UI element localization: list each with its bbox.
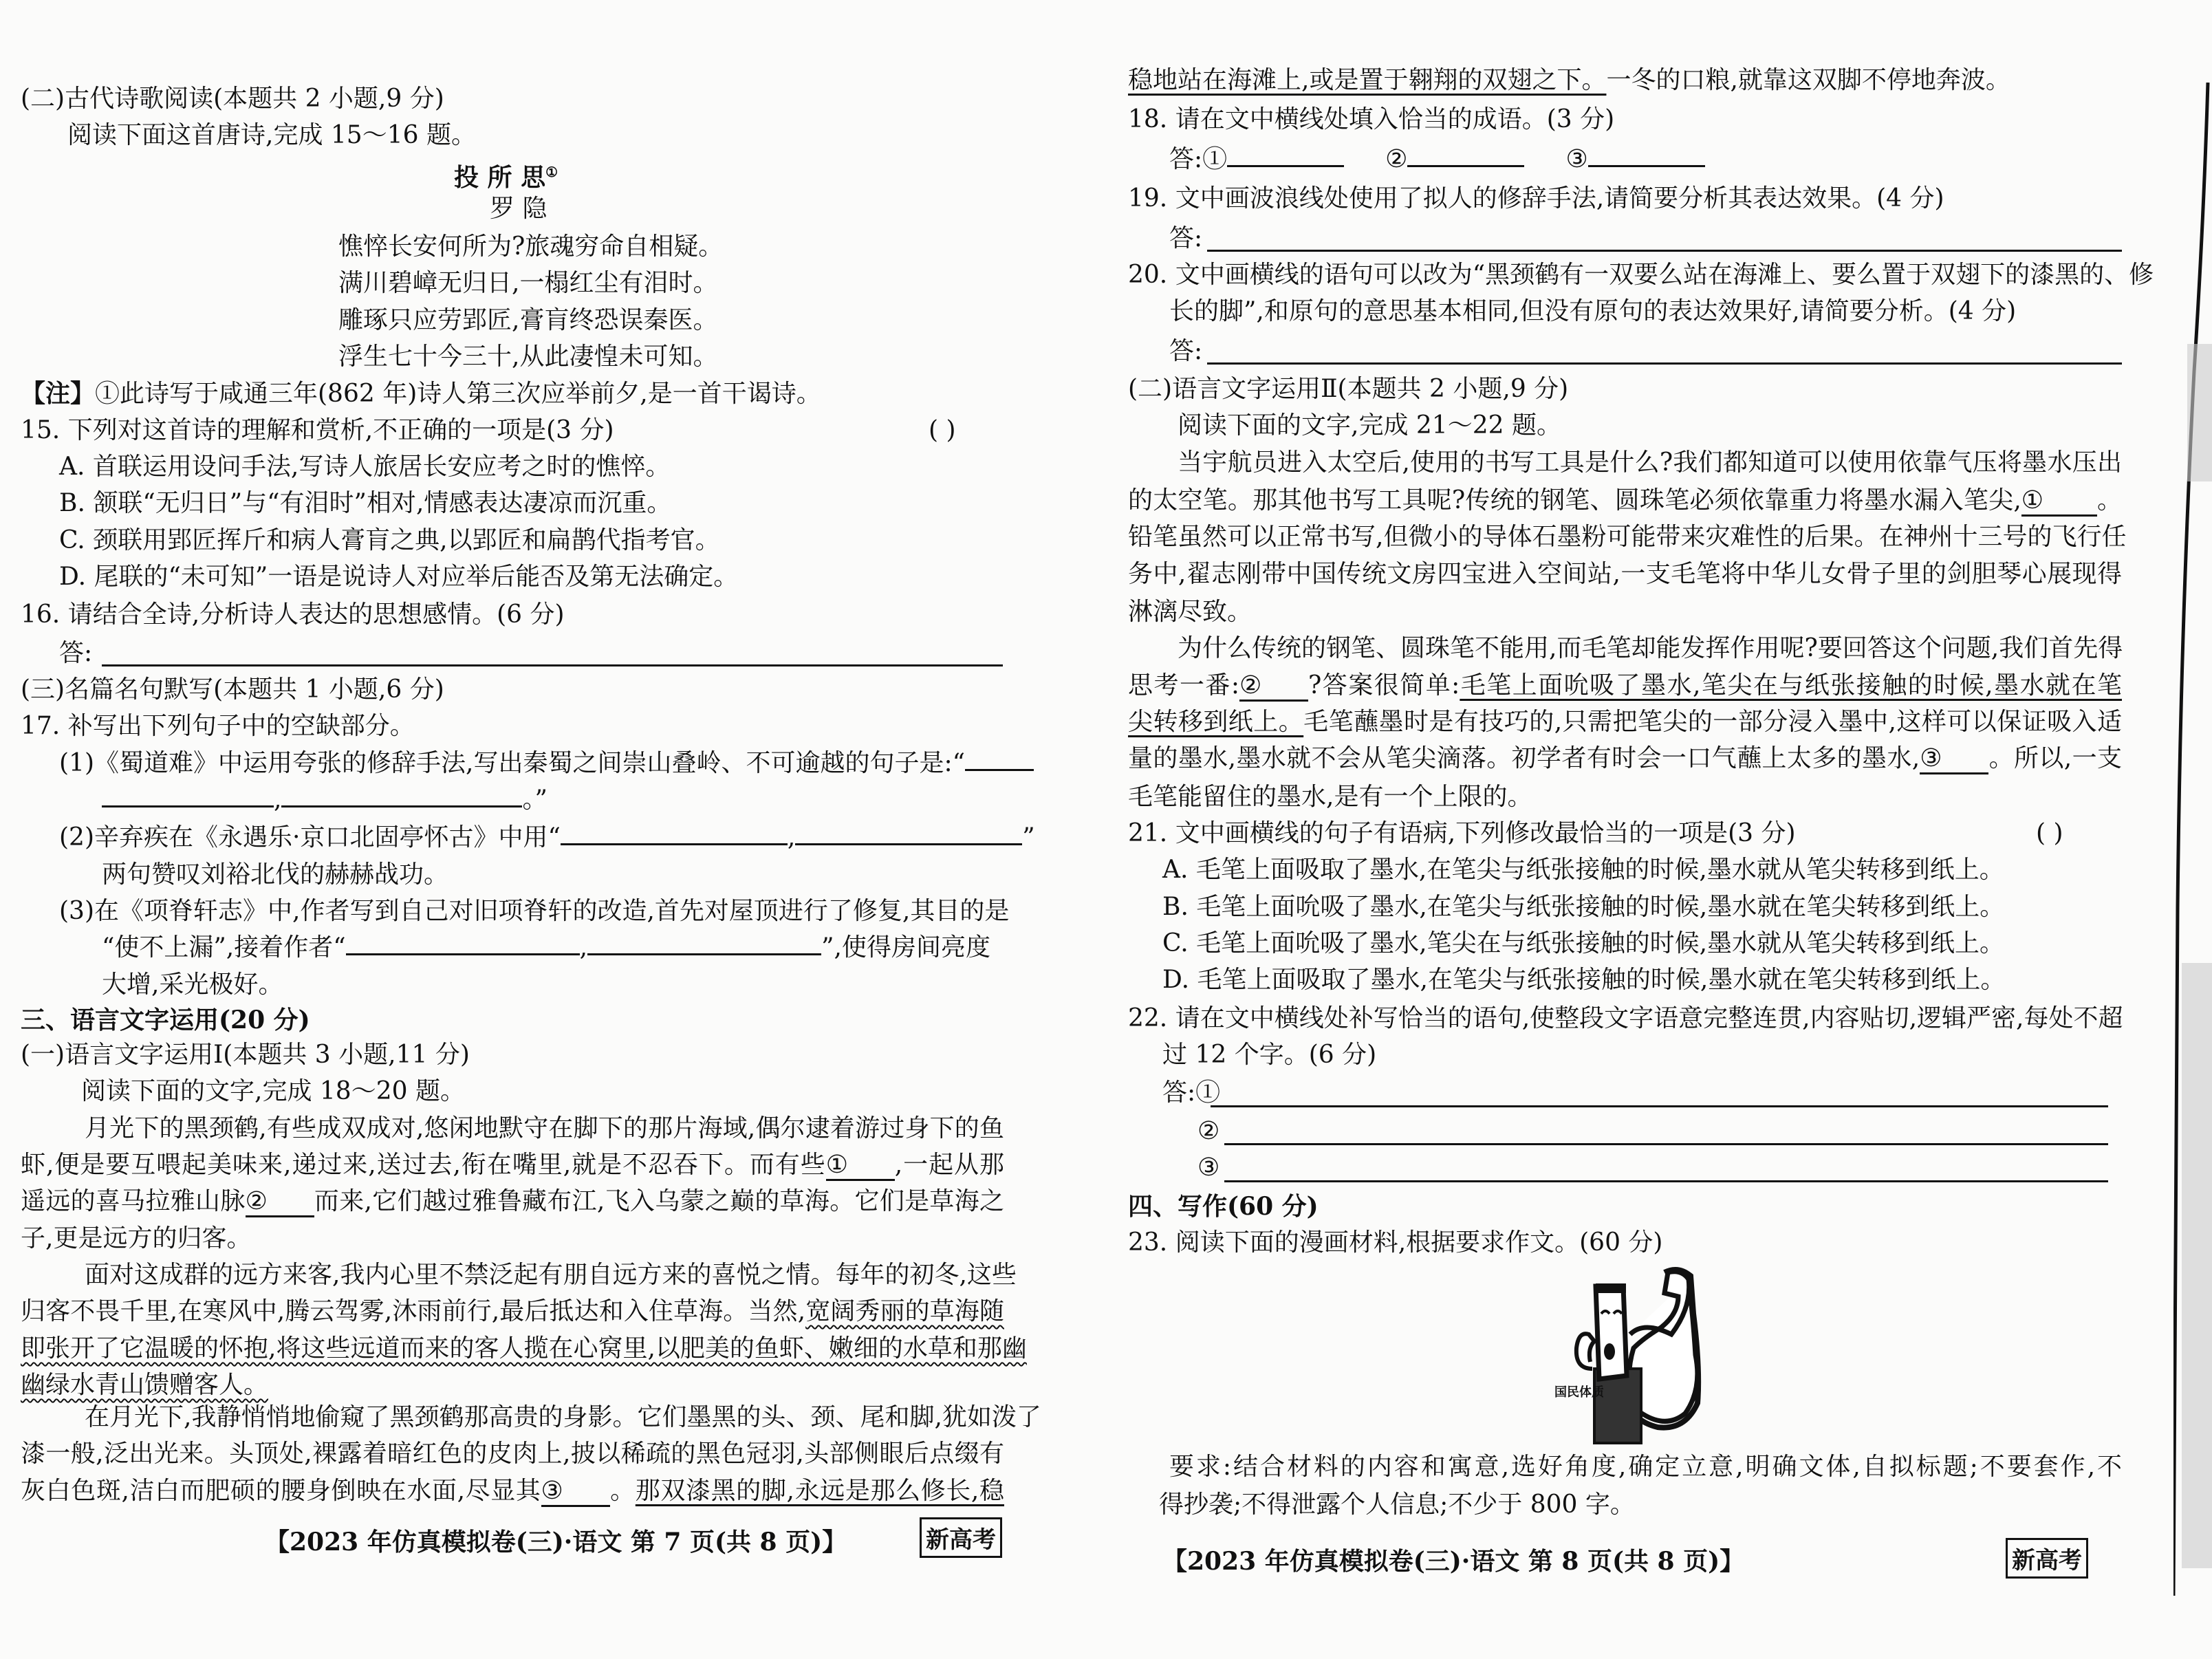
part-title: 四、写作(60 分): [1128, 1192, 1319, 1221]
poem-author: 罗 隐: [490, 195, 547, 223]
answer-line-3[interactable]: [1224, 1180, 2108, 1182]
fill-blank-2[interactable]: ②: [1239, 672, 1308, 702]
passage-line: 遥远的喜马拉雅山脉② 而来,它们越过雅鲁藏布江,飞入乌蒙之巅的草海。它们是草海之: [21, 1185, 1004, 1218]
binding-edge: [2173, 83, 2212, 1596]
underlined-text: 稳地站在海滩上,或是置于翱翔的双翅之下。: [1128, 66, 1607, 94]
answer-line[interactable]: [102, 664, 1003, 666]
question-17: 17. 补写出下列句子中的空缺部分。: [21, 712, 415, 740]
question-22: 22. 请在文中横线处补写恰当的语句,使整段文字语意完整连贯,内容贴切,逻辑严密,每处不超: [1128, 1004, 2123, 1032]
passage-line: 稳地站在海滩上,或是置于翱翔的双翅之下。一冬的口粮,就靠这双脚不停地奔波。: [1128, 66, 2010, 94]
option-a: A. 首联运用设问手法,写诗人旅居长安应考之时的憔悴。: [59, 453, 671, 481]
passage-line: 子,更是远方的归客。: [21, 1224, 252, 1253]
instruction: 阅读下面的文字,完成 18～20 题。: [81, 1077, 465, 1105]
passage-line: 当宇航员进入太空后,使用的书写工具是什么?我们都知道可以使用依靠气压将墨水压出: [1178, 448, 2122, 477]
question-18: 18. 请在文中横线处填入恰当的成语。(3 分): [1128, 105, 1615, 133]
question-15: 15. 下列对这首诗的理解和赏析,不正确的一项是(3 分): [21, 416, 614, 444]
passage-line: 的太空笔。那其他书写工具呢?传统的钢笔、圆珠笔必须依靠重力将墨水漏入笔尖,① 。: [1128, 484, 2122, 517]
passage-line: 思考一番:② ?答案很简单:毛笔上面吮吸了墨水,笔尖在与纸张接触的时候,墨水就在笔: [1128, 669, 2122, 702]
poem-title: 投 所 思①: [454, 163, 559, 192]
underlined-text: 那双漆黑的脚,永远是那么修长,稳: [635, 1477, 1004, 1505]
question-22-cont: 过 12 个字。(6 分): [1162, 1041, 1377, 1069]
fill-blank[interactable]: [965, 769, 1034, 771]
passage-line: 面对这成群的远方来客,我内心里不禁泛起有朋自远方来的喜悦之情。每年的初冬,这些: [85, 1261, 1017, 1289]
option-a: A. 毛笔上面吸取了墨水,在笔尖与纸张接触的时候,墨水就从笔尖转移到纸上。: [1162, 856, 2004, 884]
passage-line: 毛笔能留住的墨水,是有一个上限的。: [1128, 783, 1532, 811]
exam-stamp: 新高考: [2006, 1538, 2088, 1579]
answer-label: 答:: [1169, 337, 1203, 365]
writing-requirements-cont: 得抄袭;不得泄露个人信息;不少于 800 字。: [1159, 1490, 1635, 1519]
question-21: 21. 文中画横线的句子有语病,下列修改最恰当的一项是(3 分): [1128, 819, 1796, 847]
poem-line: 满川碧嶂无归日,一榻红尘有泪时。: [338, 269, 718, 297]
exam-stamp: 新高考: [920, 1517, 1002, 1558]
page-footer: 【2023 年仿真模拟卷(三)·语文 第 7 页(共 8 页)】: [265, 1528, 847, 1557]
answer-label: 答:: [59, 639, 93, 667]
answer-line[interactable]: [1207, 250, 2122, 252]
q17-item-2-end: 两句赞叹刘裕北伐的赫赫战功。: [102, 860, 449, 889]
passage-line: 尖转移到纸上。毛笔蘸墨时是有技巧的,只需把笔尖的一部分浸入墨中,这样可以保证吸入适: [1128, 708, 2122, 736]
part-title: 三、语言文字运用(20 分): [21, 1006, 310, 1034]
option-c: C. 颈联用郢匠挥斤和病人膏肓之典,以郢匠和扁鹊代指考官。: [59, 526, 720, 554]
fill-blank-2[interactable]: ②: [246, 1188, 314, 1217]
option-d: D. 尾联的“未可知”一语是说诗人对应举后能否及第无法确定。: [59, 563, 739, 591]
answer-bracket[interactable]: ( ): [929, 416, 956, 444]
passage-line: 量的墨水,墨水就不会从笔尖滴落。初学者有时会一口气蘸上太多的墨水,③ 。所以,一支: [1128, 742, 2122, 775]
instruction: 阅读下面这首唐诗,完成 15～16 题。: [67, 121, 476, 149]
passage-line: 铅笔虽然可以正常书写,但微小的导体石墨粉可能带来灾难性的后果。在神州十三号的飞行任: [1128, 523, 2127, 551]
answer-line-2[interactable]: [1224, 1143, 2108, 1145]
cartoon-label: 国民体质: [1554, 1385, 1604, 1400]
section-title: (二)古代诗歌阅读(本题共 2 小题,9 分): [21, 85, 444, 113]
passage-line: 务中,翟志刚带中国传统文房四宝进入空间站,一支毛笔将中华儿女骨子里的剑胆琴心展现得: [1128, 560, 2122, 588]
question-19: 19. 文中画波浪线处使用了拟人的修辞手法,请简要分析其表达效果。(4 分): [1128, 184, 1944, 213]
fill-blank[interactable]: [1407, 165, 1524, 167]
fill-blank[interactable]: [346, 953, 580, 955]
q17-item-3: (3)在《项脊轩志》中,作者写到自己对旧项脊轩的改造,首先对屋顶进行了修复,其目的是: [59, 897, 1010, 925]
q17-item-3-end: 大增,采光极好。: [102, 971, 283, 999]
question-16: 16. 请结合全诗,分析诗人表达的思想感情。(6 分): [21, 600, 565, 629]
fill-blank-3[interactable]: ③: [1920, 745, 1988, 774]
option-b: B. 颔联“无归日”与“有泪时”相对,情感表达凄凉而沉重。: [59, 489, 672, 517]
question-23: 23. 阅读下面的漫画材料,根据要求作文。(60 分): [1128, 1228, 1663, 1257]
page-footer: 【2023 年仿真模拟卷(三)·语文 第 8 页(共 8 页)】: [1162, 1547, 1745, 1576]
question-20-cont: 长的脚”,和原句的意思基本相同,但没有原句的表达效果好,请简要分析。(4 分): [1169, 297, 2017, 325]
instruction: 阅读下面的文字,完成 21～22 题。: [1178, 411, 1561, 440]
section-title: (一)语言文字运用Ⅰ(本题共 3 小题,11 分): [21, 1041, 470, 1069]
section-title: (二)语言文字运用Ⅱ(本题共 2 小题,9 分): [1128, 375, 1569, 403]
q17-item-3-blanks: “使不上漏”,接着作者“ , ”,使得房间亮度: [102, 933, 990, 962]
wavy-underlined-text: 即张开了它温暖的怀抱,将这些远道而来的客人揽在心窝里,以肥美的鱼虾、嫩细的水草和那幽: [21, 1334, 1027, 1363]
q18-answers: 答:① ② ③: [1169, 143, 1705, 176]
section-title: (三)名篇名句默写(本题共 1 小题,6 分): [21, 675, 444, 704]
passage-line: 漆一般,泛出光来。头顶处,裸露着暗红色的皮肉上,披以稀疏的黑色冠羽,头部侧眼后点缀有: [21, 1440, 1004, 1468]
option-d: D. 毛笔上面吸取了墨水,在笔尖与纸张接触的时候,墨水就在笔尖转移到纸上。: [1162, 966, 2006, 994]
option-b: B. 毛笔上面吮吸了墨水,在笔尖与纸张接触的时候,墨水就在笔尖转移到纸上。: [1162, 893, 2005, 921]
answer-label: 答:: [1169, 224, 1203, 252]
answer-line[interactable]: [1207, 362, 2122, 365]
q17-item-2: (2)辛弃疾在《永遇乐·京口北固亭怀古》中用“ , ”: [59, 823, 1035, 852]
fill-blank-1[interactable]: ①: [826, 1151, 895, 1181]
passage-line: 灰白色斑,洁白而肥硕的腰身倒映在水面,尽显其③ 。那双漆黑的脚,永远是那么修长,稳: [21, 1475, 1004, 1508]
fill-blank[interactable]: [1227, 165, 1344, 167]
wavy-underlined-text: 宽阔秀丽的草海随: [805, 1297, 1004, 1325]
cartoon-image: [1513, 1266, 1747, 1444]
passage-line: 在月光下,我静悄悄地偷窥了黑颈鹤那高贵的身影。它们墨黑的头、颈、尾和脚,犹如泼了: [85, 1403, 1041, 1431]
fill-blank[interactable]: [102, 805, 274, 807]
question-20: 20. 文中画横线的语句可以改为“黑颈鹤有一双要么站在海滩上、要么置于双翅下的漆黑的、修: [1128, 261, 2154, 289]
q17-item-1-blanks: , 。”: [102, 783, 547, 816]
fill-blank[interactable]: [795, 843, 1022, 845]
poem-line: 雕琢只应劳郢匠,膏肓终恐误秦医。: [338, 306, 718, 334]
fill-blank[interactable]: [281, 805, 522, 807]
answer-line-1[interactable]: [1211, 1105, 2108, 1107]
fill-blank[interactable]: [561, 843, 788, 845]
passage-line: 淋漓尽致。: [1128, 598, 1253, 626]
answer-bracket[interactable]: ( ): [2036, 819, 2063, 847]
answer-mark: ③: [1197, 1153, 1220, 1182]
passage-line: 月光下的黑颈鹤,有些成双成对,悠闲地默守在脚下的那片海域,偶尔逮着游过身下的鱼: [85, 1114, 1004, 1142]
fill-blank[interactable]: [587, 953, 821, 955]
wavy-underlined-text: 幽绿水青山馈赠客人。: [21, 1371, 269, 1399]
fill-blank-3[interactable]: ③: [541, 1477, 610, 1507]
option-c: C. 毛笔上面吮吸了墨水,笔尖在与纸张接触的时候,墨水就从笔尖转移到纸上。: [1162, 929, 2005, 957]
passage-line: 虾,便是要互喂起美味来,递过来,送过去,衔在嘴里,就是不忍吞下。而有些① ,一起从那: [21, 1149, 1004, 1182]
fill-blank-1[interactable]: ①: [2021, 487, 2097, 517]
answer-mark: ②: [1197, 1117, 1220, 1145]
q17-item-1: (1)《蜀道难》中运用夸张的修辞手法,写出秦蜀之间崇山叠岭、不可逾越的句子是:“: [59, 747, 1034, 780]
poem-line: 浮生七十今三十,从此凄惶未可知。: [338, 343, 718, 371]
answer-label: 答:①: [1162, 1078, 1221, 1107]
binding-edge-decoration-icon: [2173, 83, 2212, 1596]
poem-line: 憔悴长安何所为?旅魂穷命自相疑。: [338, 232, 724, 261]
writing-requirements: 要求:结合材料的内容和寓意,选好角度,确定立意,明确文体,自拟标题;不要套作,不: [1169, 1453, 2122, 1481]
passage-line: 归客不畏千里,在寒风中,腾云驾雾,沐雨前行,最后抵达和入住草海。当然,宽阔秀丽的草海随: [21, 1297, 1004, 1325]
poem-note: 【注】①此诗写于咸通三年(862 年)诗人第三次应举前夕,是一首干谒诗。: [21, 379, 821, 408]
passage-line: 为什么传统的钢笔、圆珠笔不能用,而毛笔却能发挥作用呢?要回答这个问题,我们首先得: [1178, 634, 2123, 662]
fill-blank[interactable]: [1588, 165, 1705, 167]
strongman-cartoon-icon: [1513, 1266, 1747, 1444]
underlined-text: 毛笔上面吮吸了墨水,笔尖在与纸张接触的时候,墨水就在笔: [1460, 671, 2122, 700]
underlined-text: 尖转移到纸上。: [1128, 708, 1304, 736]
